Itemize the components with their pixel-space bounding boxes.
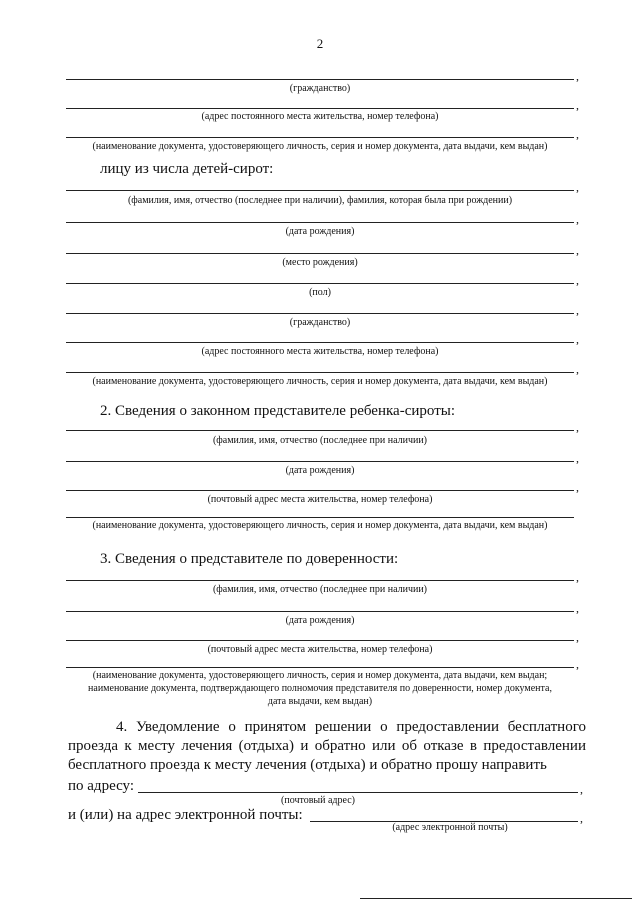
field-line-birth-place[interactable] <box>66 253 574 254</box>
field-line-sex[interactable] <box>66 283 574 284</box>
field-line-citizenship-2[interactable] <box>66 313 574 314</box>
heading-section-3: 3. Сведения о представителе по доверенности: <box>100 551 399 567</box>
field-line-proxy-postal[interactable] <box>66 640 574 641</box>
caption-id-document-2: (наименование документа, удостоверяющего личность, серия и номер документа, дата выдачи, кем выдан) <box>92 376 548 387</box>
field-line-citizenship[interactable] <box>66 79 574 80</box>
field-line-rep-fio[interactable] <box>66 430 574 431</box>
comma: , <box>576 420 579 434</box>
by-address-label: по адресу: <box>68 778 135 794</box>
comma: , <box>576 630 579 644</box>
caption-birth-place: (место рождения) <box>282 257 358 268</box>
caption-proxy-birth-date: (дата рождения) <box>285 615 355 626</box>
comma: , <box>576 243 579 257</box>
comma: , <box>576 480 579 494</box>
comma: , <box>576 570 579 584</box>
comma: , <box>576 303 579 317</box>
field-line-id-document-2[interactable] <box>66 372 574 373</box>
field-line-proxy-birth-date[interactable] <box>66 611 574 612</box>
caption-birth-date: (дата рождения) <box>285 226 355 237</box>
caption-fio-birth: (фамилия, имя, отчество (последнее при наличии), фамилия, которая была при рождении) <box>127 195 513 206</box>
caption-proxy-docs-2: наименование документа, подтверждающего полномочия представителя по доверенности, номер документа, <box>88 683 552 694</box>
comma: , <box>580 782 583 796</box>
field-line-rep-birth-date[interactable] <box>66 461 574 462</box>
heading-orphan: лицу из числа детей-сирот: <box>100 161 274 177</box>
comma: , <box>580 811 583 825</box>
caption-address-phone: (адрес постоянного места жительства, номер телефона) <box>201 111 439 122</box>
field-line-postal-address[interactable] <box>138 792 578 793</box>
caption-proxy-docs-1: (наименование документа, удостоверяющего личность, серия и номер документа, дата выдачи, кем выдан; <box>92 670 548 681</box>
field-line-address-2[interactable] <box>66 342 574 343</box>
field-line-rep-postal[interactable] <box>66 490 574 491</box>
caption-rep-postal: (почтовый адрес места жительства, номер телефона) <box>207 494 433 505</box>
field-line-rep-id-document[interactable] <box>66 517 574 518</box>
caption-proxy-postal: (почтовый адрес места жительства, номер телефона) <box>207 644 433 655</box>
comma: , <box>576 127 579 141</box>
caption-postal-address: (почтовый адрес) <box>281 795 355 806</box>
section-4-text: 4. Уведомление о принятом решении о предоставлении бесплатного проезда к месту лечения (отдыха) и обратно или об отказе в предоставлении бесплатного проезда к месту лечения (отдыха) и обратно прошу направить <box>68 719 586 773</box>
comma: , <box>576 332 579 346</box>
caption-email-address: (адрес электронной почты) <box>392 822 508 833</box>
caption-rep-fio: (фамилия, имя, отчество (последнее при наличии) <box>212 435 428 446</box>
caption-proxy-docs-3: дата выдачи, кем выдан) <box>267 696 373 707</box>
caption-citizenship: (гражданство) <box>289 83 351 94</box>
caption-sex: (пол) <box>309 287 331 298</box>
comma: , <box>576 98 579 112</box>
field-line-proxy-docs[interactable] <box>66 667 574 668</box>
field-line-proxy-fio[interactable] <box>66 580 574 581</box>
comma: , <box>576 69 579 83</box>
comma: , <box>576 657 579 671</box>
field-line-birth-date[interactable] <box>66 222 574 223</box>
caption-id-document: (наименование документа, удостоверяющего личность, серия и номер документа, дата выдачи, кем выдан) <box>92 141 548 152</box>
footer-rule <box>360 898 632 899</box>
caption-rep-id-document: (наименование документа, удостоверяющего личность, серия и номер документа, дата выдачи, кем выдан) <box>92 520 548 531</box>
comma: , <box>576 601 579 615</box>
caption-citizenship-2: (гражданство) <box>289 317 351 328</box>
comma: , <box>576 180 579 194</box>
comma: , <box>576 451 579 465</box>
caption-rep-birth-date: (дата рождения) <box>285 465 355 476</box>
caption-proxy-fio: (фамилия, имя, отчество (последнее при наличии) <box>212 584 428 595</box>
caption-address-phone-2: (адрес постоянного места жительства, номер телефона) <box>201 346 439 357</box>
field-line-fio-birth[interactable] <box>66 190 574 191</box>
field-line-id-document[interactable] <box>66 137 574 138</box>
email-label: и (или) на адрес электронной почты: <box>68 807 303 823</box>
field-line-address[interactable] <box>66 108 574 109</box>
comma: , <box>576 212 579 226</box>
page-number: 2 <box>316 36 324 51</box>
comma: , <box>576 273 579 287</box>
heading-section-2: 2. Сведения о законном представителе ребенка-сироты: <box>100 403 455 419</box>
comma: , <box>576 362 579 376</box>
